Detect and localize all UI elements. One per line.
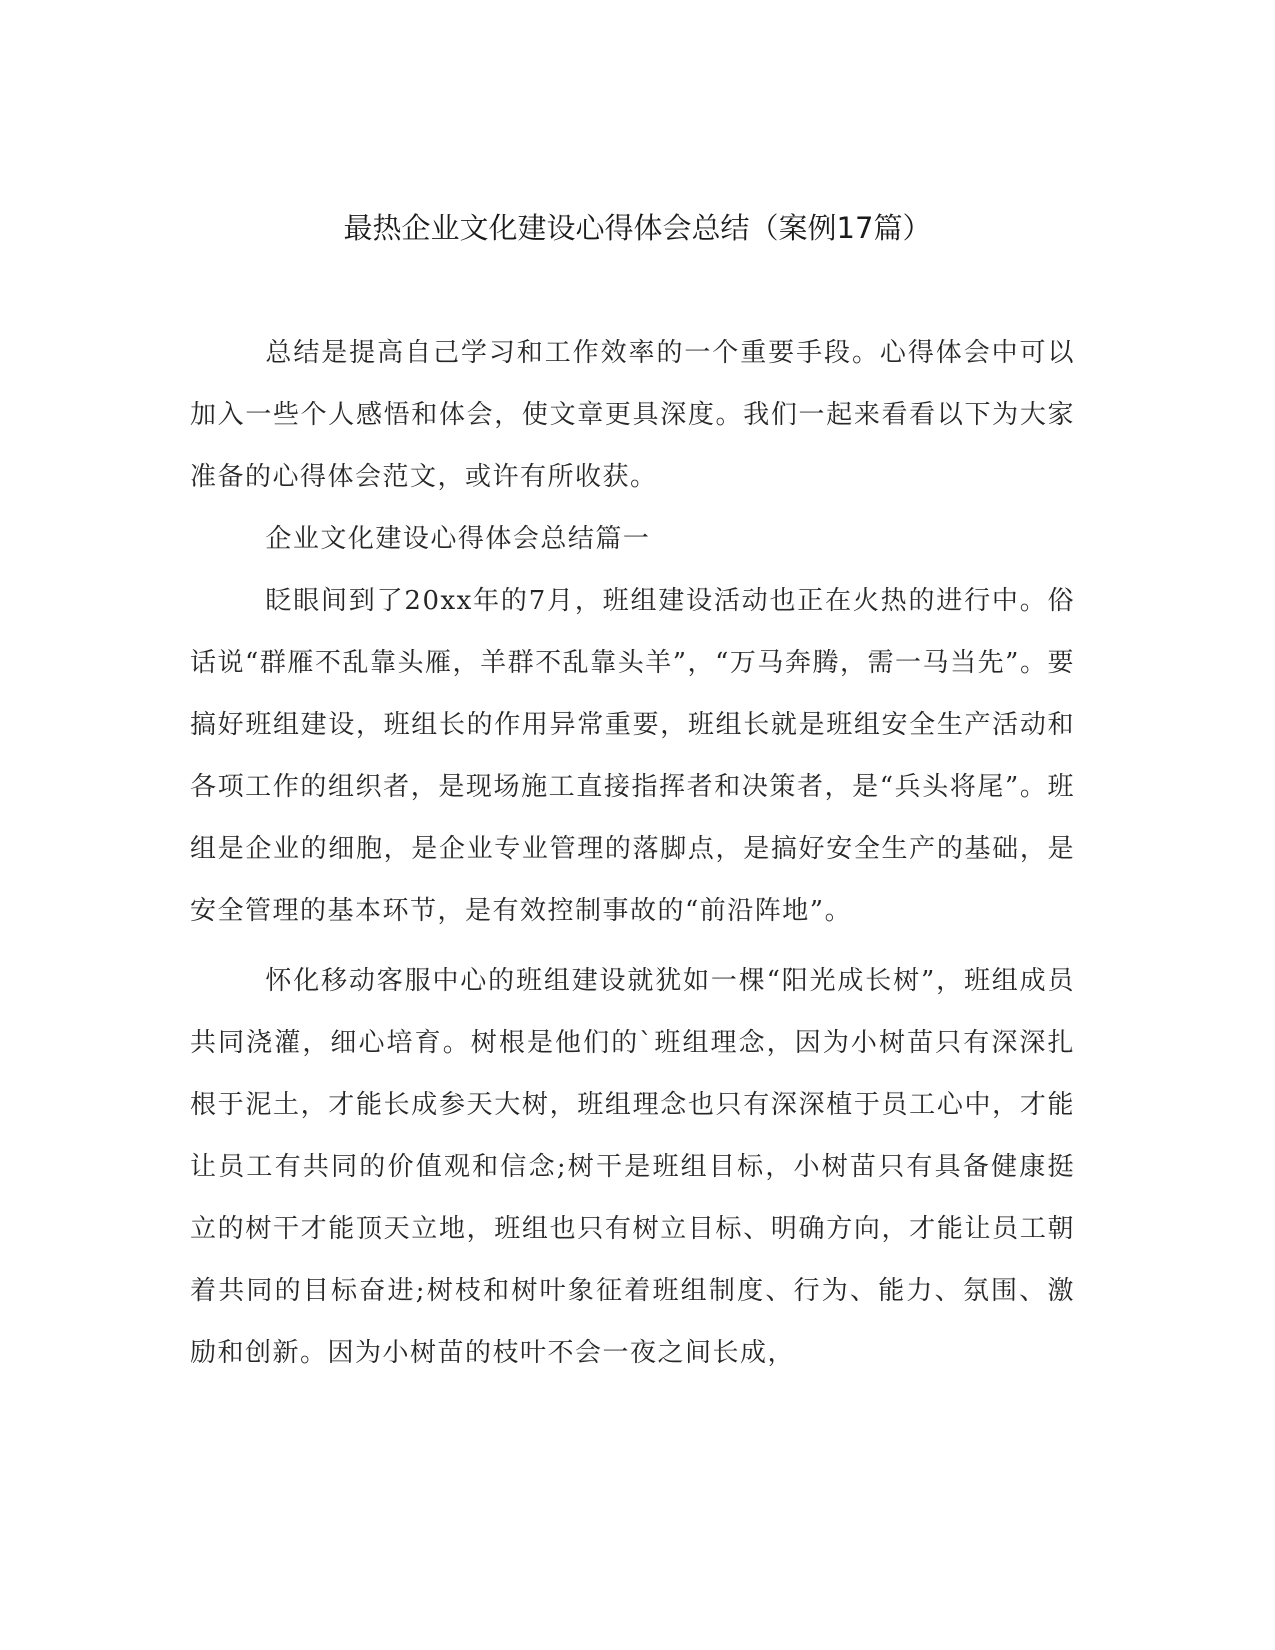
body-paragraph: 怀化移动客服中心的班组建设就犹如一棵“阳光成长树”，班组成员共同浇灌，细心培育。树根是他们的`班组理念，因为小树苗只有深深扎根于泥土，才能长成参天大树，班组理念也只有深深植于员工心中，才能让员工有共同的价值观和信念;树干是班组目标，小树苗只有具备健康挺立的树干才能顶天立地，班组也只有树立目标、明确方向，才能让员工朝着共同的目标奋进;树枝和树叶象征着班组制度、行为、能力、氛围、激励和创新。因为小树苗的枝叶不会一夜之间长成，: [190, 966, 1075, 1368]
body-paragraph: 眨眼间到了20xx年的7月，班组建设活动也正在火热的进行中。俗话说“群雁不乱靠头雁，羊群不乱靠头羊”，“万马奔腾，需一马当先”。要搞好班组建设，班组长的作用异常重要，班组长就是班组安全生产活动和各项工作的组织者，是现场施工直接指挥者和决策者，是“兵头将尾”。班组是企业的细胞，是企业专业管理的落脚点，是搞好安全生产的基础，是安全管理的基本环节，是有效控制事故的“前沿阵地”。: [190, 586, 1075, 926]
document-body: [190, 322, 1075, 1384]
document-title: 最热企业文化建设心得体会总结（案例17篇）: [343, 211, 932, 245]
section-heading: 企业文化建设心得体会总结篇一: [265, 524, 651, 554]
intro-paragraph: 总结是提高自己学习和工作效率的一个重要手段。心得体会中可以加入一些个人感悟和体会，使文章更具深度。我们一起来看看以下为大家准备的心得体会范文，或许有所收获。: [190, 338, 1075, 492]
